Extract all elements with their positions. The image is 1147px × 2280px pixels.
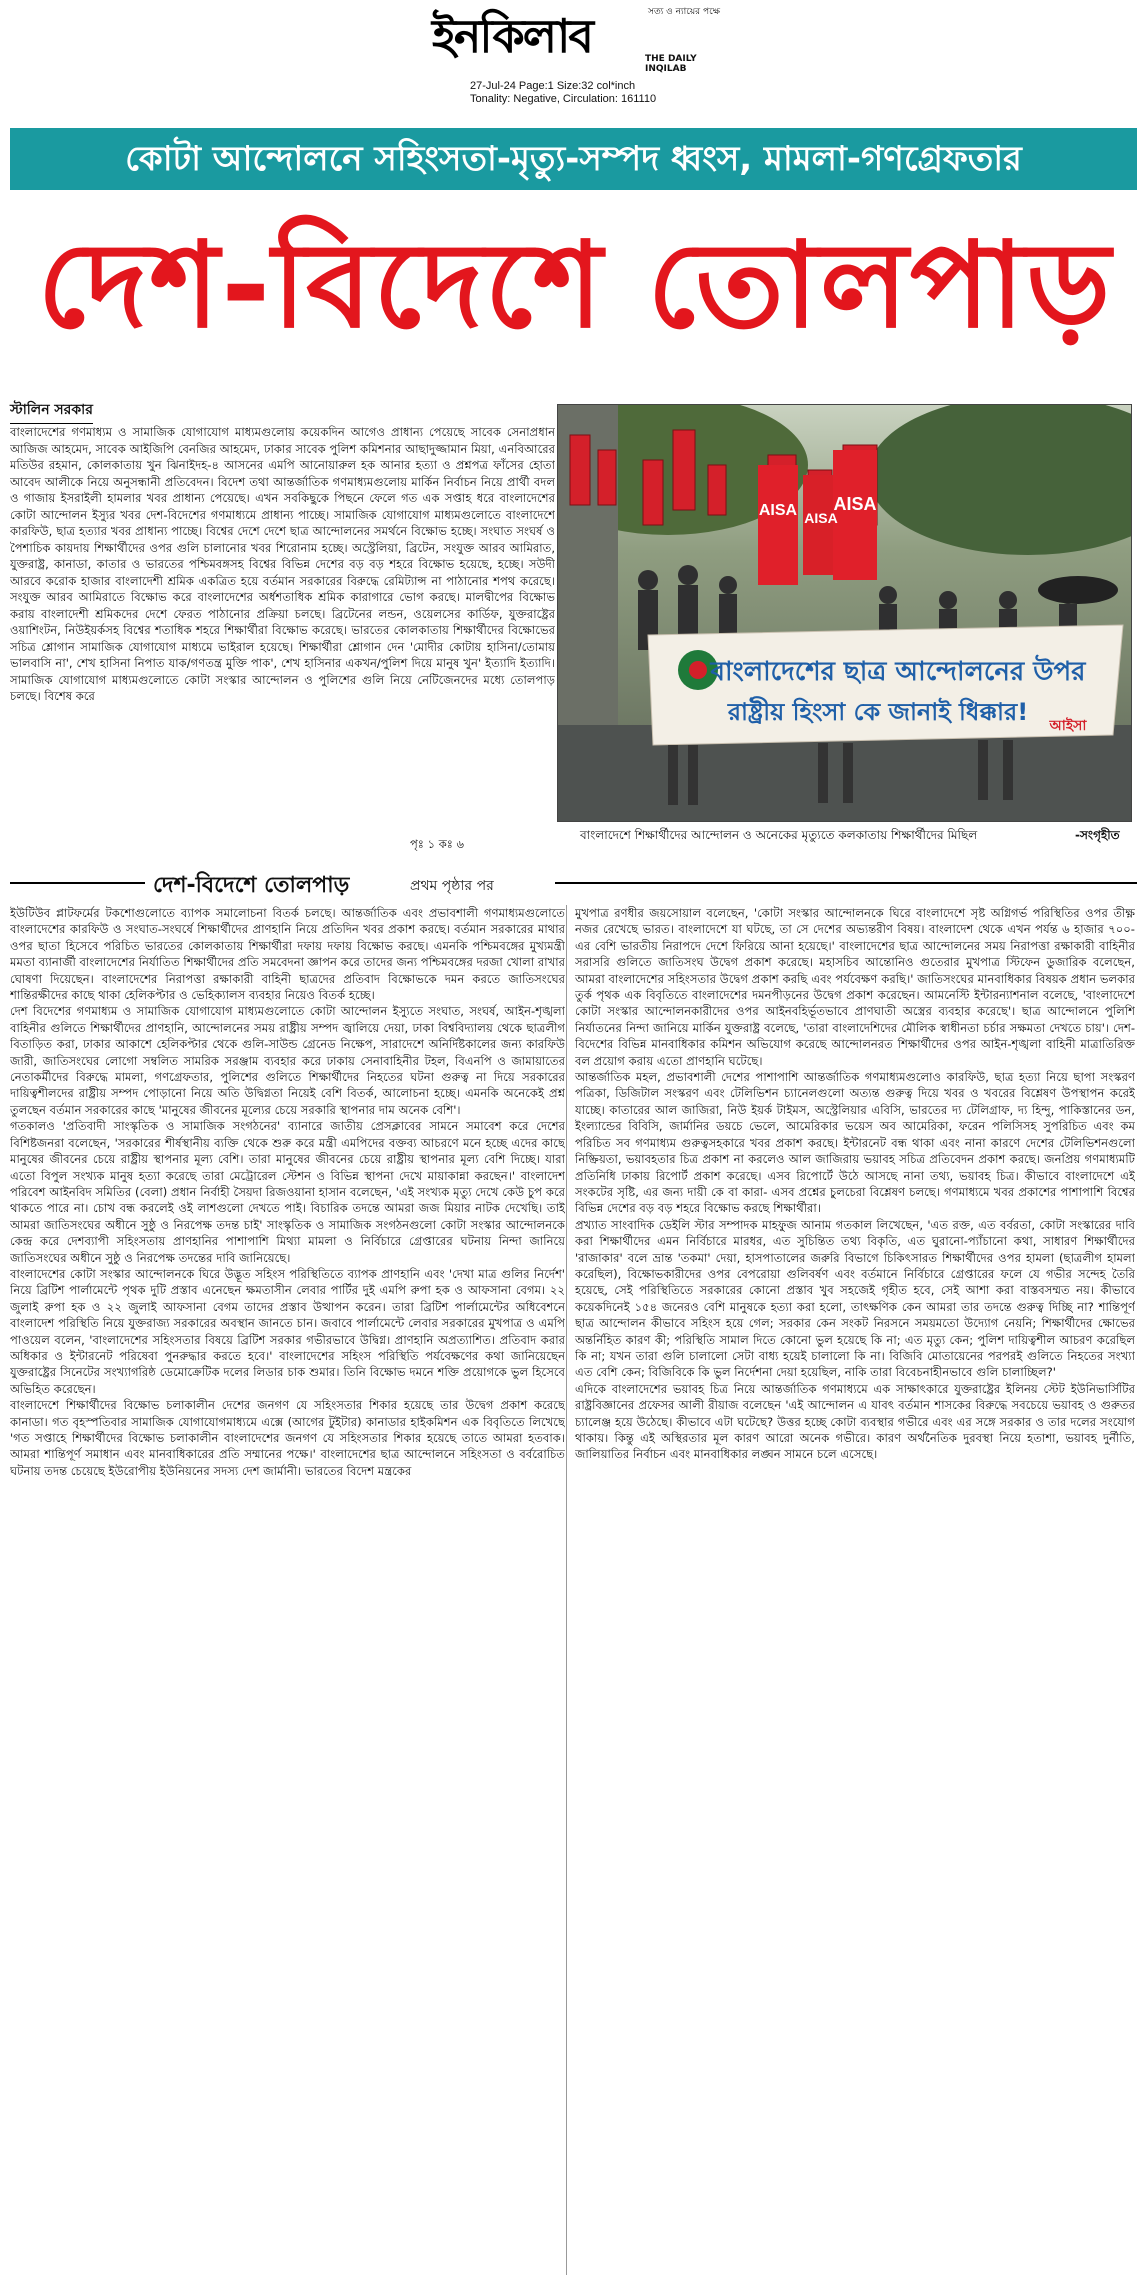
flag-label-3: AISA [833, 494, 877, 514]
clipping-meta-tonality: Tonality: Negative, Circulation: 161110 [470, 93, 657, 105]
protest-march-illustration [558, 405, 1132, 822]
paragraph: বাংলাদেশে শিক্ষার্থীদের বিক্ষোভ চলাকালীন দেশের জনগণ যে সহিংসতার শিকার হয়েছে তার উদ্বেগ প্রকাশ করেছে কানাডা। গত বৃহস্পতিবার সামাজিক যোগাযোগমাধ্যমে এক্সে (আগের টুইটার) কানাডার হাইকমিশন এক বিবৃতিতে লিখেছে 'গত সপ্তাহে শিক্ষার্থীদের বিক্ষোভ চলাকালীন বাংলাদেশের জনগণ যে সহিংসতার শিকার হয়েছে তাতে আমরা হতবাক। আমরা শান্তিপূর্ণ সমাধান এবং মানবাধিকারের প্রতি সম্মানের পক্ষে।' বাংলাদেশের ছাত্র আন্দোলনে সহিংসতা ও বর্বরোচিত ঘটনায় তদন্ত চেয়েছে ইউরোপীয় ইউনিয়নের সদস্য দেশ জার্মানী। ভারতের বিদেশ মন্ত্রকের [10, 1398, 565, 1478]
flag-label-1: AISA [758, 502, 798, 519]
clipping-meta-date: 27-Jul-24 Page:1 Size:32 col*inch [470, 80, 636, 92]
paragraph: দেশ বিদেশের গণমাধ্যম ও সামাজিক যোগাযোগ মাধ্যমগুলোতে কোটা আন্দোলন ইস্যুতে সংঘাত, সংঘর্ষ, আইন-শৃঙ্খলা বাহিনীর গুলিতে শিক্ষার্থীদের প্রাণহানি, আন্দোলনের সময় রাষ্ট্রীয় সম্পদ জ্বালিয়ে দেয়া, ঢাকা বিশ্ববিদ্যালয় থেকে ছাত্রলীগ বিতাড়িত করা, ঢাকার আকাশে হেলিকপ্টার থেকে গুলি-সাউন্ড গ্রেনেড নিক্ষেপ, সারাদেশে অনির্দিষ্টকালের জন্য কারফিউ জারী, জাতিসংঘের লোগো সম্বলিত সামরিক সরঞ্জাম ব্যবহার করে ঢাকায় সেনাবাহিনীর টহল, বিএনপি ও জামায়াতের নেতাকর্মীদের বিরুদ্ধে মামলা, গণগ্রেফতার, পুলিশের গুলিতে শিক্ষার্থীদের নিহতের ঘটনা গুরুত্ব না দিয়ে সরকারের দায়িত্বশীলদের রাষ্ট্রীয় সম্পদ পোড়ানো নিয়ে অতি উদ্বিগ্নতা নিয়েই বেশি বিতর্ক, আলোচনা হচ্ছে। এমনকি অনেকেই প্রশ্ন তুলছেন বর্তমান সরকারের কাছে 'মানুষের জীবনের মূল্যের চেয়ে সরকারি স্থাপনার দাম অনেক বেশি'। [10, 1004, 565, 1117]
banner-signature: আইসা [1049, 718, 1087, 734]
byline: স্টালিন সরকার [10, 398, 93, 424]
kicker-banner: কোটা আন্দোলনে সহিংসতা-মৃত্যু-সম্পদ ধ্বংস, মামলা-গণগ্রেফতার [10, 128, 1137, 190]
column-divider [566, 905, 567, 2275]
paragraph: ইউটিউব প্লাটফর্মের টকশোগুলোতে ব্যাপক সমালোচনা বিতর্ক চলছে। আন্তর্জাতিক এবং প্রভাবশালী গণমাধ্যমগুলোতে বাংলাদেশের কারফিউ ও সংঘাত-সংঘর্ষে শিক্ষার্থীদের প্রাণহানি নিয়ে প্রতিদিন খবর প্রকাশ করছে। বর্তমান সরকারের মাথার ওপর ছাতা হিসেবে পরিচিত ভারতের কোলকাতায় শিক্ষার্থীরা দফায় দফায় বিক্ষোভ করছে। এমনকি পশ্চিমবঙ্গের মুখ্যমন্ত্রী মমতা ব্যানার্জী বাংলাদেশের নির্যাতিত শিক্ষার্থীদের প্রতি সমবেদনা জ্ঞাপন করে তাদের জন্য পশ্চিমবঙ্গের দরজা খোলা রাখার ঘোষণা দিয়েছেন। বাংলাদেশের নিরাপত্তা রক্ষাকারী বাহিনী ছাত্রদের প্রতিবাদ বিক্ষোভকে দমন করতে জাতিসংঘের শান্তিরক্ষীদের কাছে থাকা হেলিকপ্টার ও ভেহিক্যালস ব্যবহার নিয়েও বিতর্ক হচ্ছে। [10, 906, 565, 1003]
banner-line-1: বাংলাদেশের ছাত্র আন্দোলনের উপর [710, 657, 1086, 687]
paragraph: মুখপাত্র রণধীর জয়সোয়াল বলেছেন, 'কোটা সংস্কার আন্দোলনকে ঘিরে বাংলাদেশে সৃষ্ট অগ্নিগর্ভ পরিস্থিতির ওপর তীক্ষ্ণ নজর রেখেছে ভারত। বাংলাদেশে যা ঘটছে, তা সে দেশের অভ্যন্তরীণ বিষয়। বাংলাদেশ থেকে এখন পর্যন্ত ৬ হাজার ৭০০-এর বেশি ভারতীয় নিরাপদে দেশে ফিরিয়ে আনা হয়েছে।' বাংলাদেশের ছাত্র আন্দোলনের সময় নিরাপত্তা রক্ষাকারী বাহিনীর সরাসরি গুলিতে জাতিসংঘ উদ্বেগ প্রকাশ করেছে। মহাসচিব আন্তোনিও গুতেরার মুখপাত্র স্টিফেন ডুজারিক বলেছেন, আমরা বাংলাদেশের সহিংসতার উদ্বেগ প্রকাশ করছি এবং পর্যবেক্ষণ করছি।' জাতিসংঘের মানবাধিকার বিষয়ক প্রধান ভলকার তুর্ক পৃথক এক বিবৃতিতে বাংলাদেশের দমনপীড়নের উদ্বেগ প্রকাশ করেছেন। আমনেস্টি ইন্টারন্যাশনাল বলেছে, 'বাংলাদেশে কোটা সংস্কার আন্দোলনকারীদের ওপর আইনবহির্ভূতভাবে প্রাণঘাতী অস্ত্রের ব্যবহার করেছে'। ছাত্র আন্দোলনে পুলিশি নির্যাতনের নিন্দা জানিয়ে মার্কিন যুক্তরাষ্ট্র বলেছে, 'তারা বাংলাদেশিদের মৌলিক স্বাধীনতা চর্চার সক্ষমতা দেখতে চায়'। দেশ-বিদেশের বিভিন্ন মানবাধিকার কমিশন অভিযোগ করেছে আন্দোলনরত শিক্ষার্থীদের ওপর আইন-শৃঙ্খলা বাহিনী মাত্রাতিরিক্ত বল প্রয়োগ করায় এতো প্রাণহানি ঘটেছে। [575, 906, 1135, 1068]
paragraph: বাংলাদেশের কোটা সংস্কার আন্দোলনকে ঘিরে উদ্ভূত সহিংস পরিস্থিতিতে ব্যাপক প্রাণহানি এবং 'দেখা মাত্র গুলির নির্দেশ' নিয়ে ব্রিটিশ পার্লামেন্টে পৃথক দুটি প্রস্তাব এনেছেন ক্ষমতাসীন লেবার পার্টির দুই এমপি রুপা হক ও আফসানা বেগম। ২২ জুলাই রুপা হক ও ২২ জুলাই আফসানা বেগম তাদের প্রস্তাব উত্থাপন করেন। তারা ব্রিটিশ পার্লামেন্টের অধিবেশনে বাংলাদেশ পরিস্থিতি নিয়ে যুক্তরাজ্য সরকারের অবস্থান জানতে চান। জবাবে পার্লামেন্টে লেবার সরকারের মুখপাত্র ও এমপি পাওয়েল বলেন, 'বাংলাদেশের সহিংসতার বিষয়ে ব্রিটিশ সরকার গভীরভাবে উদ্বিগ্ন। প্রাণহানি অপ্রত্যাশিত। প্রতিবাদ করার অধিকার ও ইন্টারনেট পরিষেবা পুনরুদ্ধার করতে হবে।' বাংলাদেশের সহিংস পরিস্থিতি পর্যবেক্ষণের কথা জানিয়েছেন যুক্তরাষ্ট্রের সিনেটের সংখ্যাগরিষ্ঠ ডেমোক্রেটিক দলের লিডার চাক শুমার। তিনি বিক্ষোভ দমনে শক্তি প্রয়োগকে ভুল হিসেবে অভিহিত করেছেন। [10, 1266, 565, 1396]
body-column-left [10, 905, 565, 2275]
paragraph: গতকালও 'প্রতিবাদী সাংস্কৃতিক ও সামাজিক সংগঠনের' ব্যানারে জাতীয় প্রেসক্লাবের সামনে সমাবেশ করে দেশের বিশিষ্টজনরা বলেছেন, 'সরকারের শীর্ষস্থানীয় ব্যক্তি থেকে শুরু করে মন্ত্রী এমপিদের বক্তব্য আচরণে মনে হচ্ছে এদের কাছে মানুষের জীবনের চেয়ে রাষ্ট্রীয় স্থাপনার মূল্য বেশি। তারা মানুষের জীবনের চেয়ে রাষ্ট্রীয় স্থাপনার মূল্য বেশি দিচ্ছে। যারা এতো বিপুল সংখ্যক মানুষ হত্যা করেছে তারা মেট্রোরেল স্টেশন ও বিভিন্ন স্থাপনা দেখে মায়াকান্না করছেন।' বাংলাদেশ পরিবেশ আইনবিদ সমিতির (বেলা) প্রধান নির্বাহী সৈয়দা রিজওয়ানা হাসান বলেছেন, 'এই সংখ্যক মৃত্যু দেখে কেউ চুপ করে থাকতে পারে না। চোখ বন্ধ করলেই ওই লাশগুলো দেখতে পাই। বিচারিক তদন্তে আমরা জজ মিয়ার নাটক দেখেছি। তাই আমরা জাতিসংঘের অধীনে সুষ্ঠু ও নিরপেক্ষ তদন্ত চাই' সাংস্কৃতিক ও সামাজিক সংগঠনগুলো কোটা সংস্কার আন্দোলনকে কেন্দ্র করে দেশব্যাপী সহিংসতায় প্রাণহানির পাশাপাশি মিথ্যা মামলা ও নির্বিচারে গ্রেপ্তারের ঘটনায় নিন্দা জানিয়ে জাতিসংঘের অধীনে সুষ্ঠু ও নিরপেক্ষ তদন্তের দাবি জানিয়েছে। [10, 1119, 565, 1265]
divider-right [555, 882, 1137, 884]
newspaper-tagline: সত্য ও ন্যায়ের পক্ষে [648, 7, 720, 17]
continuation-from: প্রথম পৃষ্ঠার পর [410, 878, 494, 894]
newspaper-logo: ইনকিলাব [432, 9, 592, 63]
news-photo [557, 404, 1132, 822]
paragraph: এদিকে বাংলাদেশের ভয়াবহ চিত্র নিয়ে আন্তর্জাতিক গণমাধ্যমে এক সাক্ষাৎকারে যুক্তরাষ্ট্রের ইলিনয় স্টেট ইউনিভার্সিটির রাষ্ট্রবিজ্ঞানের প্রফেসর আলী রীয়াজ বলেছেন 'এই আন্দোলন এ যাবৎ বর্তমান শাসকের বিরুদ্ধে সবচেয়ে ভয়াবহ ও গুরুতর চ্যালেঞ্জ হয়ে উঠেছে। কীভাবে এটা ঘটেছে? উত্তর হচ্ছে কোটা ব্যবস্থার গভীরে এবং এর সঙ্গে সরকার ও তার দলের সংযোগ থাকায়। কিন্তু এই অস্থিরতার মূল কারণ আরো অনেক গভীরে। কারণ অর্থনৈতিক দুরবস্থা নিয়ে হতাশা, ভয়াবহ দুর্নীতি, জালিয়াতির নির্বাচন এবং মানবাধিকার লঙ্ঘন সামনে চলে এসেছে। [575, 1381, 1135, 1462]
divider-left [10, 882, 145, 884]
main-headline: দেশ-বিদেশে তোলপাড় [37, 216, 1113, 354]
newspaper-english-name: THE DAILY INQILAB [645, 54, 697, 74]
paragraph: আন্তর্জাতিক মহল, প্রভাবশালী দেশের পাশাপাশি আন্তর্জাতিক গণমাধ্যমগুলোও কারফিউ, ছাত্র হত্যা নিয়ে ছাপা সংস্করণ পত্রিকা, ডিজিটাল সংস্করণ এবং টেলিভিশন চ্যানেলগুলো অত্যন্ত গুরুত্ব দিয়ে খবর ও খবরের বিশ্লেষণ উপস্থাপন করেই যাচ্ছে। কাতারের আল জাজিরা, নিউ ইয়র্ক টাইমস, অস্ট্রেলিয়ার এবিসি, ভারতের দ্য টেলিগ্রাফ, দ্য হিন্দু, পাকিস্তানের ডন, ইংল্যান্ডের বিবিসি, জার্মানির ডয়চে ভেলে, আমেরিকার ভয়েস অব আমেরিকা, ফরেন পলিসিসহ সুপরিচিত এবং কম পরিচিত সব গণমাধ্যম গুরুত্বসহকারে খবর প্রকাশ করছে। ইন্টারনেট বন্ধ থাকা এবং নানা কারণে দেশের টেলিভিশনগুলো নিষ্ক্রিয়তা, ভয়াবহতার চিত্র প্রকাশ না করলেও আল জাজিরায় ভয়াবহ সচিত্র প্রতিবেদন প্রকাশ করছে। জনপ্রিয় গণমাধ্যমটি প্রতিনিধি ঢাকায় রিপোর্ট প্রকাশ করেছে। এসব রিপোর্টে উঠে আসছে নানা তথ্য, ভয়াবহ চিত্র। কীভাবে বাংলাদেশে এই সংকটের সৃষ্টি, এর জন্য দায়ী কে বা কারা- এসব প্রশ্নের চুলচেরা বিশ্লেষণ চলছে। গণমাধ্যমে খবর প্রকাশের পাশাপাশি বিশ্বের বিভিন্ন দেশের বড় বড় শহরে বিক্ষোভ করছে শিক্ষার্থীরা। [575, 1070, 1135, 1216]
continuation-header [10, 868, 1137, 898]
body-column-right [575, 905, 1135, 2275]
lead-article-text: বাংলাদেশের গণমাধ্যম ও সামাজিক যোগাযোগ মাধ্যমগুলোয় কয়েকদিন আগেও প্রাধান্য পেয়েছে সাবেক সেনাপ্রধান আজিজ আহমেদ, সাবেক আইজিপি বেনজির আহমেদ, ঢাকার সাবেক পুলিশ কমিশনার আছাদুজ্জামান মিয়া, এনবিআরের মতিউর রহমান, কোলকাতায় খুন ঝিনাইদহ-৪ আসনের এমপি আনোয়ারুল হক আনার হত্যা ও প্রশ্নপত্র ফাঁসের হোতা আবেদ আলীকে নিয়ে অনুসন্ধানী প্রতিবেদন। বিদেশ তথা আন্তর্জাতিক গণমাধ্যমগুলোয় মার্কিন নির্বাচন নিয়ে প্রার্থী বদল ও গাজায় ইসরাইলী হামলার খবর প্রাধান্য পেয়েছে। এখন সবকিছুকে পিছনে ফেলে গত এক সপ্তাহ ধরে বাংলাদেশের কোটা আন্দোলন ইস্যুর খবর দেশ-বিদেশের গণমাধ্যমে প্রাধান্য পাচ্ছে। সামাজিক যোগাযোগ মাধ্যমগুলোতে বাংলাদেশে কারফিউ, ছাত্র হত্যার খবর প্রাধান্য পাচ্ছে। বিশ্বের দেশে দেশে ছাত্র আন্দোলনের সমর্থনে বিক্ষোভ হচ্ছে। সংঘাত সংঘর্ষ ও পৈশাচিক কায়দায় শিক্ষার্থীদের ওপর গুলি চালানোর খবর শিরোনাম হচ্ছে। অস্ট্রেলিয়া, ব্রিটেন, সংযুক্ত আরব আমিরাত, যুক্তরাষ্ট্র, কানাডা, কাতার ও ভারতের পশ্চিমবঙ্গসহ বিশ্বের বিভিন্ন দেশের বড় বড় শহরে বিক্ষোভ হয়েছে, হচ্ছে। সউদী আরবে করোক হাজার বাংলাদেশী শ্রমিক একত্রিত হয়ে বর্তমান সরকারের বিরুদ্ধে রেমিট্যান্স না পাঠানোর শপথ করেছে। সংযুক্ত আরব আমিরাতে বিক্ষোভ করে বাংলাদেশের অর্ধশতাধিক শ্রমিক কারাগারে ভোগ করছে। মালদ্বীপের বিক্ষোভ করায় বাংলাদেশী শ্রমিকদের দেশে ফেরত পাঠানোর প্রক্রিয়া চলছে। ব্রিটেনের লন্ডন, ওয়েলসের কার্ডিফ, যুক্তরাষ্ট্রের ওয়াশিংটন, নিউইয়র্কসহ বিশ্বের শতাধিক শহরে শিক্ষার্থীরা বিক্ষোভ করেছে। ভারতের কোলকাতায় শিক্ষার্থীদের বিক্ষোভের সচিত্র শ্লোগান সামাজিক যোগাযোগ মাধ্যমে ভাইরাল হয়েছে। শিক্ষার্থীরা শ্লোগান দেন 'মোদীর কোটায় হাসিনা/তোমায় ভালবাসি না', শেখ হাসিনা নিপাত যাক/গণতন্ত্র মুক্তি পাক', শেখ হাসিনার একখন/পুলিশ দিয়ে মানুষ খুন' ইত্যাদি ইত্যাদি। সামাজিক যোগাযোগ মাধ্যমগুলোতে কোটা সংস্কার আন্দোলন ও পুলিশের গুলি নিয়ে নেটিজেনদের মধ্যে তোলপাড় চলছে। বিশেষ করে [10, 425, 555, 703]
masthead [420, 0, 720, 78]
banner-line-2: রাষ্ট্রীয় হিংসা কে জানাই ধিক্কার! [727, 698, 1029, 726]
paragraph: প্রখ্যাত সাংবাদিক ডেইলি স্টার সম্পাদক মাহফুজ আনাম গতকাল লিখেছেন, 'এত রক্ত, এত বর্বরতা, কোটা সংস্কারের দাবি করা শিক্ষার্থীদের এমন নির্বিচারে মারধর, এত সুচিন্তিত তথ্য বিকৃতি, এত ঘুরানো-প্যাঁচানো কথা, সাধারণ শিক্ষার্থীদের 'রাজাকার' বলে ভ্রান্ত 'তকমা' দেয়া, হাসপাতালের জরুরি বিভাগে চিকিৎসারত শিক্ষার্থীদের ওপর হামলা (ছাত্রলীগ হামলা করেছিল), বিক্ষোভকারীদের ওপর বেপরোয়া গুলিবর্ষণ এবং বর্তমানে নির্বিচারে গ্রেপ্তারের ফলে যে গভীর সন্দেহ তৈরি হয়েছে, সেই পরিস্থিতিতে সরকারের কোনো প্রস্তাব খুব সহজেই গৃহীত হবে, সেই আশা করা বাস্তবসম্মত নয়। কীভাবে কয়েকদিনেই ১৫৪ জনেরও বেশি মানুষকে হত্যা করা হলো, তাৎক্ষণিক কেন আমরা তার তদন্তে গুরুত্ব দিচ্ছি না? শান্তিপূর্ণ ছাত্র আন্দোলন কীভাবে সহিংস হয়ে গেল; সরকার কেন সংকট নিরসনে সময়মতো উদ্যোগ নেয়নি; শিক্ষার্থীদের ক্ষোভের অন্তর্নিহিত কারণ কী; পরিস্থিতি সামাল দিতে কোনো ভুল হয়েছে কি না; এত মৃত্যু কেন; পুলিশ দায়িত্বশীল আচরণ করেছিল কি না; যখন তারা গুলি চালালো সেটা বাধ্য হয়েই চালালো কি না। বিজিবি মোতায়েনের পরপরই গুলিতে নিহতের সংখ্যা এত বেশি কেন; বিজিবিকে কি ভুল নির্দেশনা দেয়া হয়েছিল, নাকি তারা বিবেচনাহীনভাবে গুলি চালাচ্ছিল?' [575, 1217, 1135, 1380]
photo-credit: -সংগৃহীত [1075, 828, 1120, 842]
flag-label-2: AISA [804, 510, 838, 526]
jump-reference: পৃঃ ১ কঃ ৬ [410, 836, 464, 855]
continuation-title: দেশ-বিদেশে তোলপাড় [153, 873, 350, 898]
photo-caption: বাংলাদেশে শিক্ষার্থীদের আন্দোলন ও অনেকের মৃত্যুতে কলকাতায় শিক্ষার্থীদের মিছিল [580, 828, 978, 842]
clipping-meta [470, 80, 656, 106]
